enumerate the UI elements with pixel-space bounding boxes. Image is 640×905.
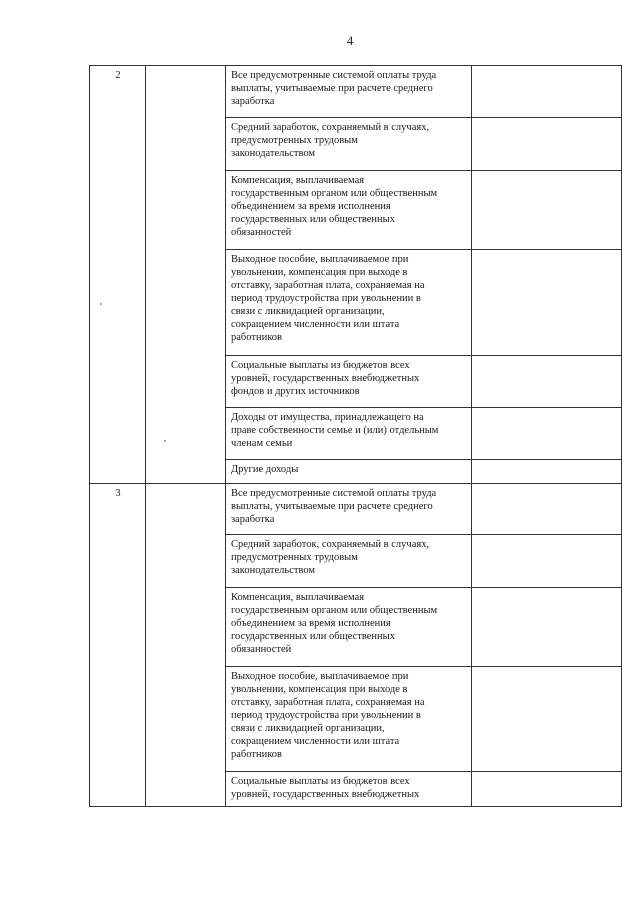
income-type-cell: Выходное пособие, выплачиваемое при увольнении, компенсация при выходе в отставку, заработная плата, сохраняемая на период трудоустройства при увольнении в связи с ликвидацией организации, сокращением численности или штата работников	[226, 250, 472, 356]
income-type-cell: Другие доходы	[226, 460, 472, 484]
value-cell	[472, 460, 622, 484]
income-type-cell: Все предусмотренные системой оплаты труда выплаты, учитываемые при расчете среднего заработка	[226, 484, 472, 535]
scan-speck	[100, 303, 102, 305]
table-body	[90, 66, 622, 807]
table-row	[90, 66, 622, 118]
value-cell	[472, 356, 622, 408]
income-type-cell: Социальные выплаты из бюджетов всех уровней, государственных внебюджетных фондов и других источников	[226, 356, 472, 408]
value-cell	[472, 118, 622, 171]
scan-speck	[164, 440, 166, 442]
value-cell	[472, 535, 622, 588]
income-type-cell: Все предусмотренные системой оплаты труда выплаты, учитываемые при расчете среднего заработка	[226, 66, 472, 118]
income-table	[89, 65, 622, 807]
income-type-cell: Средний заработок, сохраняемый в случаях, предусмотренных трудовым законодательством	[226, 535, 472, 588]
value-cell	[472, 250, 622, 356]
table-row	[90, 484, 622, 535]
value-cell	[472, 667, 622, 772]
empty-cell	[146, 484, 226, 807]
page-number: 4	[346, 33, 354, 48]
value-cell	[472, 772, 622, 807]
row-number-cell: 2	[90, 66, 146, 484]
income-type-cell: Доходы от имущества, принадлежащего на праве собственности семье и (или) отдельным членам семьи	[226, 408, 472, 460]
income-type-cell: Выходное пособие, выплачиваемое при увольнении, компенсация при выходе в отставку, заработная плата, сохраняемая на период трудоустройства при увольнении в связи с ликвидацией организации, сокращением численности или штата работников	[226, 667, 472, 772]
income-type-cell: Компенсация, выплачиваемая государственным органом или общественным объединением за время исполнения государственных или общественных обязанностей	[226, 171, 472, 250]
value-cell	[472, 484, 622, 535]
empty-cell	[146, 66, 226, 484]
value-cell	[472, 171, 622, 250]
income-type-cell: Социальные выплаты из бюджетов всех уровней, государственных внебюджетных	[226, 772, 472, 807]
value-cell	[472, 66, 622, 118]
income-type-cell: Компенсация, выплачиваемая государственным органом или общественным объединением за время исполнения государственных или общественных обязанностей	[226, 588, 472, 667]
value-cell	[472, 408, 622, 460]
income-type-cell: Средний заработок, сохраняемый в случаях, предусмотренных трудовым законодательством	[226, 118, 472, 171]
row-number-cell: 3	[90, 484, 146, 807]
value-cell	[472, 588, 622, 667]
